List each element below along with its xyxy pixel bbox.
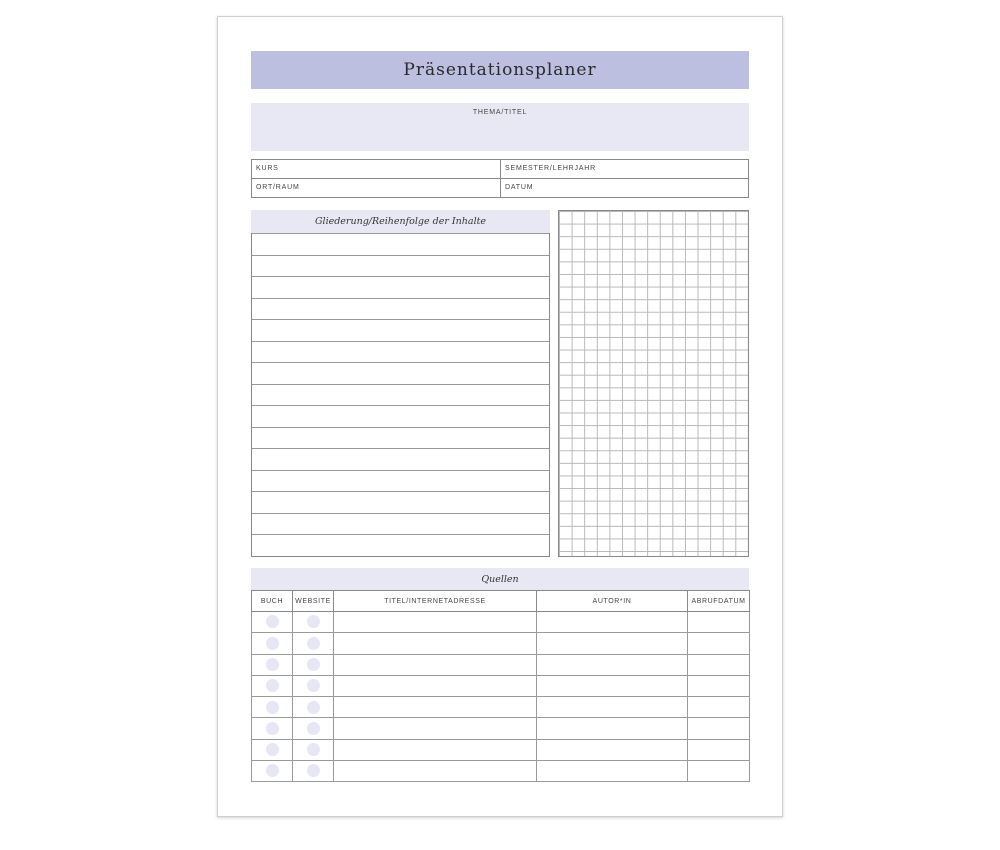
author-cell[interactable] (537, 761, 688, 782)
date-label: DATUM (505, 183, 534, 191)
book-checkbox[interactable] (252, 633, 293, 654)
book-checkbox[interactable] (252, 718, 293, 739)
website-checkbox[interactable] (293, 633, 334, 654)
retrieval-date-cell[interactable] (688, 761, 750, 782)
col-header-book: BUCH (252, 591, 293, 612)
col-header-author: AUTOR*IN (537, 591, 688, 612)
source-row (252, 739, 750, 760)
circle-checkbox-icon[interactable] (266, 701, 279, 714)
website-checkbox[interactable] (293, 739, 334, 760)
col-header-title-url: TITEL/INTERNETADRESSE (334, 591, 537, 612)
outline-line[interactable] (252, 534, 549, 556)
website-checkbox[interactable] (293, 675, 334, 696)
retrieval-date-cell[interactable] (688, 612, 750, 633)
website-checkbox[interactable] (293, 612, 334, 633)
title-url-cell[interactable] (334, 675, 537, 696)
circle-checkbox-icon[interactable] (307, 701, 320, 714)
circle-checkbox-icon[interactable] (307, 679, 320, 692)
course-label: KURS (256, 165, 279, 172)
topic-field[interactable] (251, 103, 749, 151)
sources-section (251, 568, 749, 782)
date-field[interactable] (501, 179, 748, 198)
circle-checkbox-icon[interactable] (266, 615, 279, 628)
source-row (252, 761, 750, 782)
outline-line[interactable] (252, 276, 549, 298)
retrieval-date-cell[interactable] (688, 718, 750, 739)
source-row (252, 633, 750, 654)
circle-checkbox-icon[interactable] (307, 658, 320, 671)
book-checkbox[interactable] (252, 675, 293, 696)
circle-checkbox-icon[interactable] (266, 679, 279, 692)
book-checkbox[interactable] (252, 612, 293, 633)
circle-checkbox-icon[interactable] (266, 764, 279, 777)
circle-checkbox-icon[interactable] (266, 743, 279, 756)
retrieval-date-cell[interactable] (688, 633, 750, 654)
retrieval-date-cell[interactable] (688, 654, 750, 675)
grid-sketch-area[interactable] (558, 210, 749, 557)
planner-page (217, 16, 783, 817)
title-url-cell[interactable] (334, 761, 537, 782)
title-url-cell[interactable] (334, 739, 537, 760)
website-checkbox[interactable] (293, 761, 334, 782)
book-checkbox[interactable] (252, 654, 293, 675)
retrieval-date-cell[interactable] (688, 739, 750, 760)
circle-checkbox-icon[interactable] (307, 743, 320, 756)
topic-label: THEMA/TITEL (472, 109, 528, 116)
circle-checkbox-icon[interactable] (266, 722, 279, 735)
source-row (252, 612, 750, 633)
sources-heading: Quellen (481, 573, 519, 585)
outline-line[interactable] (252, 255, 549, 277)
outline-line[interactable] (252, 405, 549, 427)
author-cell[interactable] (537, 675, 688, 696)
outline-lines (251, 233, 550, 557)
title-url-cell[interactable] (334, 612, 537, 633)
title-bar (251, 51, 749, 89)
circle-checkbox-icon[interactable] (307, 764, 320, 777)
author-cell[interactable] (537, 739, 688, 760)
outline-heading: Gliederung/Reihenfolge der Inhalte (314, 216, 487, 227)
outline-line[interactable] (252, 298, 549, 320)
col-header-website: WEBSITE (293, 591, 334, 612)
title-url-cell[interactable] (334, 697, 537, 718)
sources-header (251, 568, 749, 590)
location-field[interactable] (252, 179, 501, 198)
course-field[interactable] (252, 160, 501, 179)
retrieval-date-cell[interactable] (688, 697, 750, 718)
outline-line[interactable] (252, 513, 549, 535)
source-row (252, 718, 750, 739)
sources-header-row (252, 591, 750, 612)
circle-checkbox-icon[interactable] (266, 637, 279, 650)
source-row (252, 697, 750, 718)
circle-checkbox-icon[interactable] (266, 658, 279, 671)
book-checkbox[interactable] (252, 761, 293, 782)
col-header-retrieval-date: ABRUFDATUM (688, 591, 750, 612)
title-url-cell[interactable] (334, 718, 537, 739)
outline-line[interactable] (252, 427, 549, 449)
source-row (252, 675, 750, 696)
sources-table (251, 590, 750, 782)
website-checkbox[interactable] (293, 718, 334, 739)
semester-field[interactable] (501, 160, 748, 179)
book-checkbox[interactable] (252, 697, 293, 718)
circle-checkbox-icon[interactable] (307, 722, 320, 735)
outline-line[interactable] (252, 384, 549, 406)
website-checkbox[interactable] (293, 697, 334, 718)
author-cell[interactable] (537, 718, 688, 739)
author-cell[interactable] (537, 697, 688, 718)
outline-line[interactable] (252, 362, 549, 384)
author-cell[interactable] (537, 654, 688, 675)
author-cell[interactable] (537, 612, 688, 633)
title-url-cell[interactable] (334, 633, 537, 654)
website-checkbox[interactable] (293, 654, 334, 675)
sources-body (252, 612, 750, 782)
circle-checkbox-icon[interactable] (307, 615, 320, 628)
semester-label: SEMESTER/LEHRJAHR (505, 165, 597, 172)
book-checkbox[interactable] (252, 739, 293, 760)
outline-line[interactable] (252, 341, 549, 363)
page-title: Präsentationsplaner (403, 60, 597, 80)
author-cell[interactable] (537, 633, 688, 654)
outline-line[interactable] (252, 233, 549, 255)
outline-header (251, 210, 550, 233)
outline-line[interactable] (252, 319, 549, 341)
title-url-cell[interactable] (334, 654, 537, 675)
circle-checkbox-icon[interactable] (307, 637, 320, 650)
outline-line[interactable] (252, 470, 549, 492)
retrieval-date-cell[interactable] (688, 675, 750, 696)
source-row (252, 654, 750, 675)
location-label: ORT/RAUM (256, 183, 300, 191)
course-info-table (251, 159, 749, 198)
outline-section (251, 210, 550, 557)
outline-line[interactable] (252, 491, 549, 513)
outline-line[interactable] (252, 448, 549, 470)
